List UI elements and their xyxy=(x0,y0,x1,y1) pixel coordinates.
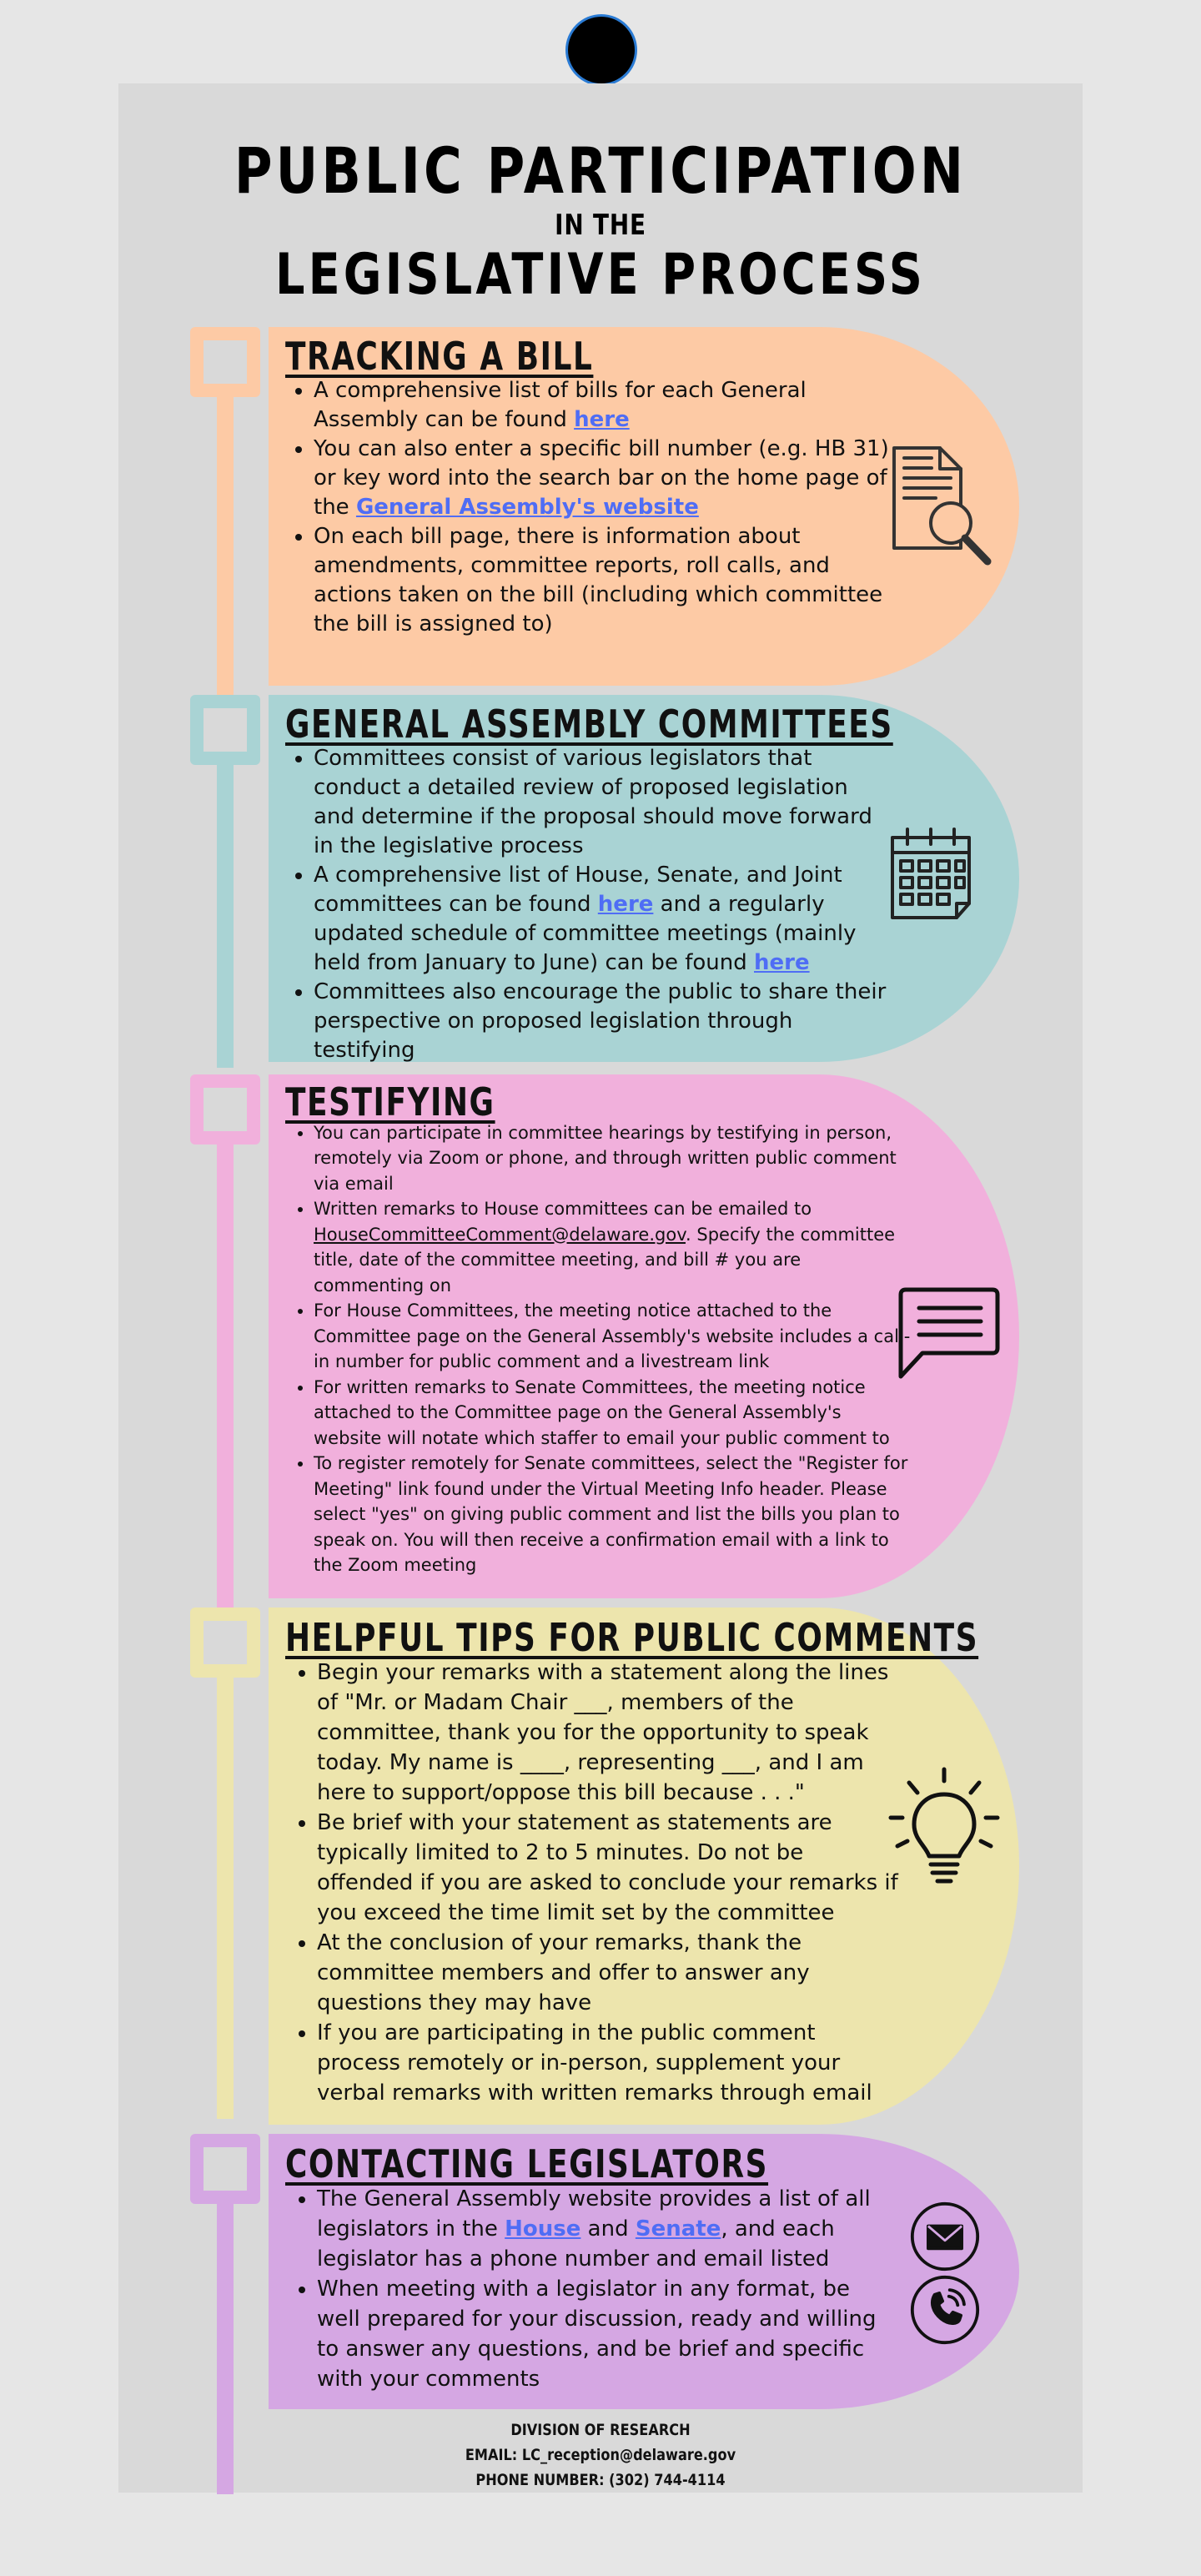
section-committees xyxy=(269,695,1019,1062)
bullet-text: You can also enter a specific bill number (e.g. HB 31) or key word into the search bar on the home page of the xyxy=(314,436,889,520)
timeline-node-testifying xyxy=(190,1074,260,1145)
list-item xyxy=(314,376,889,435)
bills-list-link[interactable]: here xyxy=(574,407,630,432)
lightbulb-icon xyxy=(886,1766,1003,1891)
timeline-node-tracking xyxy=(190,327,260,397)
timeline-node-committees xyxy=(190,695,260,765)
footer-email[interactable]: EMAIL: LC_reception@delaware.gov xyxy=(465,2446,736,2464)
section-heading: GENERAL ASSEMBLY COMMITTEES xyxy=(285,702,893,747)
bullet-text: To register remotely for Senate committees, select the "Register for Meeting" link found under the Virtual Meeting Info header. Please select "yes" on giving public comment and list the bills you plan to speak on. You will then receive a confirmation email with a link to the Zoom meeting xyxy=(314,1453,908,1575)
bullet-text: and xyxy=(580,2216,636,2241)
list-item xyxy=(317,2018,901,2108)
bullet-text: If you are participating in the public comment process remotely or in-person, supplement your verbal remarks with written remarks through email xyxy=(317,2020,872,2106)
timeline-segment-tracking xyxy=(217,350,234,701)
timeline-segment-committees xyxy=(217,717,234,1068)
bullet-text: The General Assembly website provides a list of all legislators in the xyxy=(317,2186,871,2241)
speech-bubble-icon xyxy=(894,1283,1003,1383)
section-heading: HELPFUL TIPS FOR PUBLIC COMMENTS xyxy=(285,1615,979,1660)
top-dot xyxy=(568,17,635,83)
list-item xyxy=(317,2274,884,2394)
title-line-3: LEGISLATIVE PROCESS xyxy=(274,242,927,308)
bullet-text: For written remarks to Senate Committees, the meeting notice attached to the Committee page on the General Assembly's website will notate which staffer to email your public comment to xyxy=(314,1376,890,1448)
title-line-2: IN THE xyxy=(555,209,646,242)
section-contacting xyxy=(269,2134,1019,2409)
list-item xyxy=(314,861,889,978)
bullet-text: For House Committees, the meeting notice attached to the Committee page on the General Assembly's website includes a call-in number for public comment and a livestream link xyxy=(314,1301,911,1371)
senate-legislators-link[interactable]: Senate xyxy=(635,2216,721,2241)
timeline-node-contacting xyxy=(190,2134,260,2204)
bullet-text: A comprehensive list of House, Senate, and Joint committees can be found xyxy=(314,863,842,917)
section-testifying xyxy=(269,1074,1019,1598)
timeline-segment-tips xyxy=(217,1618,234,2119)
section-heading: TRACKING A BILL xyxy=(285,334,594,379)
committees-list-link[interactable]: here xyxy=(597,892,654,917)
envelope-icon xyxy=(909,2201,981,2272)
document-search-icon xyxy=(886,440,994,573)
bullet-text: Committees consist of various legislators that conduct a detailed review of proposed legislation and determine if the proposal should move forward in the legislative process xyxy=(314,746,872,858)
footer-division: DIVISION OF RESEARCH xyxy=(510,2421,691,2439)
timeline-node-tips xyxy=(190,1607,260,1678)
bullet-text: Be brief with your statement as statements are typically limited to 2 to 5 minutes. Do not be offended if you are asked to conclude your remarks if you exceed the time limit set by the committee xyxy=(317,1810,898,1925)
house-comment-email[interactable]: HouseCommitteeComment@delaware.gov xyxy=(314,1224,686,1245)
list-item xyxy=(314,1120,914,1197)
list-item xyxy=(314,435,889,522)
bullet-text: , and each legislator has a phone number and email listed xyxy=(317,2216,835,2272)
bullet-text: At the conclusion of your remarks, thank the committee members and offer to answer any questions they may have xyxy=(317,1930,810,2015)
phone-icon xyxy=(909,2274,981,2346)
section-tips xyxy=(269,1607,1019,2125)
list-item xyxy=(314,1298,914,1375)
section-heading: CONTACTING LEGISLATORS xyxy=(285,2141,769,2186)
list-item xyxy=(314,522,889,639)
bullet-text: . Specify the committee title, date of the committee meeting, and bill # you are commenting on xyxy=(314,1224,896,1296)
bullet-text: Committees also encourage the public to share their perspective on proposed legislation through testifying xyxy=(314,979,887,1063)
list-item xyxy=(314,1196,914,1298)
meeting-schedule-link[interactable]: here xyxy=(754,950,810,975)
timeline-segment-testifying xyxy=(217,1084,234,1610)
list-item xyxy=(317,2184,884,2274)
list-item xyxy=(314,744,889,861)
section-heading: TESTIFYING xyxy=(285,1079,495,1124)
title-line-1: PUBLIC PARTICIPATION xyxy=(234,133,967,208)
bullet-text: When meeting with a legislator in any format, be well prepared for your discussion, ready and willing to answer any questions, and be brief and specific with your comments xyxy=(317,2277,877,2392)
bullet-text: and a regularly updated schedule of committee meetings (mainly held from January to June) can be found xyxy=(314,892,857,975)
footer-phone[interactable]: PHONE NUMBER: (302) 744-4114 xyxy=(475,2471,726,2489)
list-item xyxy=(317,1928,901,2018)
bullet-text: Begin your remarks with a statement along the lines of "Mr. or Madam Chair ___, members of the committee, thank you for the opportunity to speak today. My name is ____, representing ___, and I am here to support/oppose this bill because . . ." xyxy=(317,1660,889,1805)
poster xyxy=(118,83,1083,2493)
list-item xyxy=(317,1808,901,1928)
list-item xyxy=(317,1658,901,1808)
calendar-icon xyxy=(886,824,977,924)
section-tracking xyxy=(269,327,1019,686)
list-item xyxy=(314,1451,914,1578)
bullet-text: Written remarks to House committees can be emailed to xyxy=(314,1199,812,1219)
general-assembly-website-link[interactable]: General Assembly's website xyxy=(355,495,699,520)
list-item xyxy=(314,978,889,1065)
list-item xyxy=(314,1375,914,1452)
bullet-text: You can participate in committee hearings by testifying in person, remotely via Zoom or phone, and through written public comment via email xyxy=(314,1122,897,1194)
bullet-text: A comprehensive list of bills for each General Assembly can be found xyxy=(314,378,807,432)
house-legislators-link[interactable]: House xyxy=(505,2216,581,2241)
bullet-text: On each bill page, there is information about amendments, committee reports, roll calls, and actions taken on the bill (including which committee the bill is assigned to) xyxy=(314,524,883,636)
